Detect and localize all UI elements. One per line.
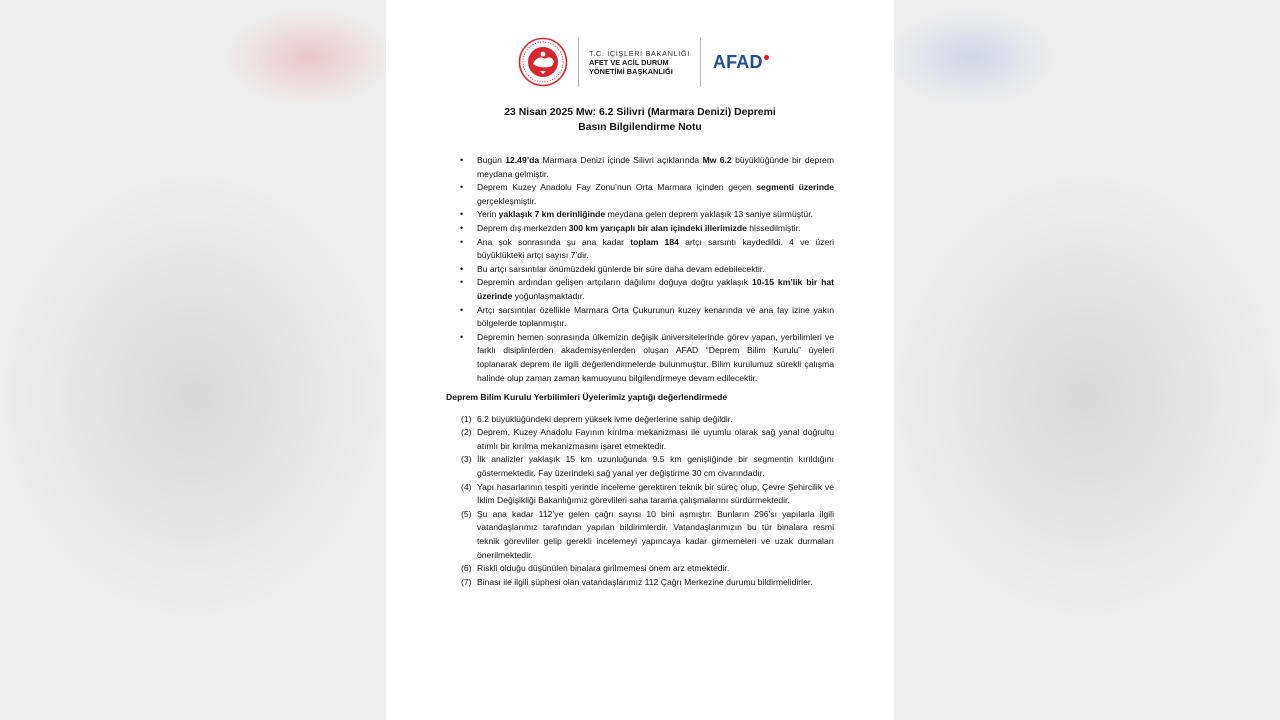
- ministry-line-3: YÖNETİMİ BAŞKANLIĞI: [589, 66, 673, 76]
- bullet-text: yoğunlaşmaktadır.: [512, 290, 585, 301]
- item-number: (3): [461, 454, 472, 465]
- numbered-item: [446, 508, 834, 562]
- bullet-text-bold: toplam 184: [630, 236, 679, 247]
- bullet-text: Depremin ardından gelişen artçıların dağılımı doğuya doğru yaklaşık: [477, 277, 753, 288]
- document-body: [446, 154, 834, 589]
- bullet-text-bold: yaklaşık 7 km derinliğinde: [498, 209, 606, 220]
- title-line-1: 23 Nisan 2025 Mw: 6.2 Silivri (Marmara Denizi) Depremi: [504, 107, 776, 118]
- item-number: (1): [461, 413, 472, 424]
- bullet-text: Bu artçı sarsıntılar önümüzdeki günlerde bir süre daha devam edebilecektir.: [477, 263, 765, 274]
- bullet-text: gerçekleşmiştir.: [477, 195, 537, 206]
- document-title: [386, 105, 894, 135]
- bullet-text: hissedilmiştir.: [746, 222, 801, 233]
- bullet-item: [446, 222, 834, 236]
- item-number: (4): [461, 481, 472, 492]
- bullet-text-bold: Mw 6.2: [702, 155, 732, 165]
- item-number: (6): [461, 563, 472, 574]
- item-number: (7): [461, 576, 472, 587]
- bullet-item: [446, 181, 834, 208]
- bullet-text: Deprem dış merkezden: [477, 222, 569, 233]
- bullet-text-bold: 10-15 km’lik bir hat üzerinde: [477, 277, 834, 301]
- bullet-text: meydana gelen deprem yaklaşık 13 saniye sürmüştür.: [605, 209, 813, 220]
- item-number: (2): [461, 427, 472, 438]
- bullet-text: Yerin: [477, 209, 499, 220]
- bullet-text-bold: 12.49’da: [505, 155, 540, 165]
- bullet-text: Ana şok sonrasında şu ana kadar: [477, 236, 631, 247]
- item-number: (5): [461, 508, 472, 519]
- bullet-text: büyüklüğünde bir deprem meydana gelmiştir.: [477, 155, 834, 179]
- numbered-item: [446, 426, 834, 453]
- item-text: Şu ana kadar 112’ye gelen çağrı sayısı 10 bini aşmıştır. Bunların 296’sı yapılarla ilgili vatandaşlarımız tarafından yapılan bildirimlerdir. Vatandaşlarımızın bu tür binalara resmi teknik görevliler gelip gerekli incelemeyi yapıncaya kadar girmemeleri ve uzak durmaları önerilmektedir.: [477, 508, 834, 560]
- blurred-background-left: [0, 0, 386, 720]
- letterhead: [518, 36, 769, 88]
- header-divider: [578, 37, 579, 87]
- numbered-item: [446, 413, 834, 427]
- blurred-background-right: [894, 0, 1280, 720]
- bullet-text: Depremin hemen sonrasında ülkemizin değişik üniversitelerinde görev yapan, yerbilimleri ve farklı disiplinlerden akademisyenlerden oluşan AFAD “Deprem Bilim Kurulu” üyeleri toplanarak deprem ile ilgili değerlendirmelerde bulunmuştur. Bilim kurulumuz sürekli çalışma halinde olup zaman zaman kamuoyunu bilgilendirmeye devam edilecektir.: [477, 331, 834, 383]
- afad-logo-dot: [764, 55, 769, 60]
- item-text: Riskli olduğu düşünülen binalara girilmemesi önem arz etmektedir.: [477, 563, 730, 574]
- numbered-item: [446, 562, 834, 576]
- ministry-seal-icon: [518, 37, 568, 87]
- bullet-text: Deprem Kuzey Anadolu Fay Zonu’nun Orta Marmara içinden geçen: [477, 182, 757, 193]
- bullet-list: [446, 154, 834, 385]
- numbered-item: [446, 576, 834, 590]
- numbered-item: [446, 481, 834, 508]
- section-subheading: Deprem Bilim Kurulu Yerbilimleri Üyelerimiz yaptığı değerlendirmede: [446, 392, 728, 403]
- item-text: Deprem, Kuzey Anadolu Fayının kırılma mekanizması ile uyumlu olarak sağ yanal doğrultu atımlı bir kırılma mekanizmasını işaret etmektedir.: [477, 427, 834, 451]
- ministry-line-1: T.C. İÇİŞLERİ BAKANLIĞI: [589, 48, 690, 58]
- afad-logo: [713, 52, 769, 73]
- bullet-text-bold: 300 km yarıçaplı bir alan içindeki illerimizde: [568, 222, 747, 233]
- item-text: İlk analizler yaklaşık 15 km uzunluğunda 9.5 km genişliğinde bir segmentin kırıldığını göstermektedir. Fay üzerindeki sağ yanal yer değiştirme 30 cm civarındadır.: [477, 454, 834, 479]
- item-text: Yapı hasarlarının tespiti yerinde inceleme gerektiren teknik bir süreç olup, Çevre Şehircilik ve İklim Değişikliği Bakanlığımız görevlileri saha tarama çalışmalarını sürdürmektedir.: [477, 481, 834, 506]
- ministry-line-2: AFET VE ACİL DURUM: [589, 57, 669, 67]
- bullet-item: [446, 331, 834, 385]
- bullet-item: [446, 154, 834, 181]
- afad-logo-text: AFAD: [712, 51, 763, 72]
- bullet-item: [446, 208, 834, 222]
- header-divider: [700, 37, 701, 87]
- bullet-text: Bugün: [477, 155, 506, 165]
- ministry-name: [589, 49, 690, 76]
- bullet-item: [446, 276, 834, 303]
- bullet-text: Artçı sarsıntılar özellikle Marmara Orta Çukurunun kuzey kenarında ve ana fay izine yakın bölgelerde toplanmıştır.: [477, 304, 834, 329]
- title-line-2: Basın Bilgilendirme Notu: [578, 122, 702, 133]
- numbered-list: [446, 413, 834, 590]
- bullet-item: [446, 236, 834, 263]
- item-text: Binası ile ilgili şüphesi olan vatandaşlarımız 112 Çağrı Merkezine durumu bildirmelidirler.: [477, 576, 813, 587]
- numbered-item: [446, 453, 834, 480]
- bullet-item: [446, 304, 834, 331]
- bullet-text-bold: segmenti üzerinde: [756, 182, 834, 193]
- item-text: 6.2 büyüklüğündeki deprem yüksek ivme değerlerine sahip değildir.: [477, 413, 733, 424]
- document-page: [386, 0, 894, 720]
- bullet-text: Marmara Denizi içinde Silivri açıklarında: [539, 155, 703, 165]
- bullet-text: artçı sarsıntı kaydedildi. 4 ve üzeri büyüklükteki artçı sayısı 7’dir.: [477, 236, 834, 261]
- bullet-item: [446, 263, 834, 277]
